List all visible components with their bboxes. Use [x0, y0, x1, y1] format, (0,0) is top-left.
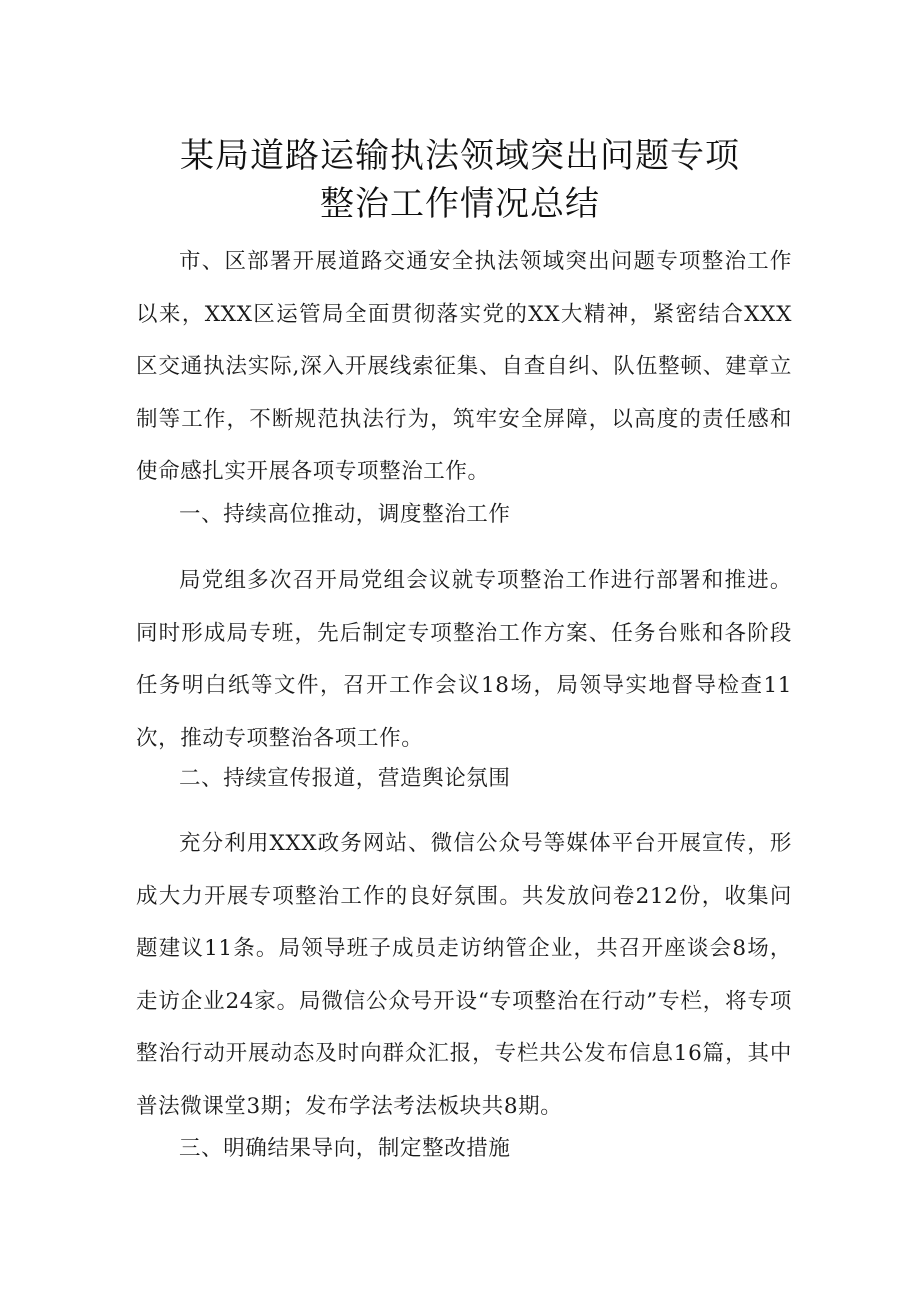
document-title-line-1: 某局道路运输执法领域突出问题专项 [180, 136, 740, 176]
section-1-heading: 一、持续高位推动，调度整治工作 [179, 502, 511, 527]
section-2-body: 充分利用XXX政务网站、微信公众号等媒体平台开展宣传，形成大力开展专项整治工作的良好氛围。共发放问卷212份，收集问题建议11条。局领导班子成员走访纳管企业，共召开座谈会8场，走访企业24家。局微信公众号开设“专项整治在行动”专栏，将专项整治行动开展动态及时向群众汇报，专栏共公发布信息16篇，其中普法微课堂3期；发布学法考法板块共8期。 [136, 831, 792, 1119]
document-title-line-2: 整治工作情况总结 [320, 184, 600, 224]
section-3-heading: 三、明确结果导向，制定整改措施 [179, 1136, 511, 1161]
intro-paragraph: 市、区部署开展道路交通安全执法领域突出问题专项整治工作以来，XXX区运管局全面贯彻落实党的XX大精神，紧密结合XXX区交通执法实际,深入开展线索征集、自查自纠、队伍整顿、建章立制等工作，不断规范执法行为，筑牢安全屏障，以高度的责任感和使命感扎实开展各项专项整治工作。 [136, 249, 792, 484]
section-1-body: 局党组多次召开局党组会议就专项整治工作进行部署和推进。同时形成局专班，先后制定专项整治工作方案、任务台账和各阶段任务明白纸等文件，召开工作会议18场，局领导实地督导检查11次，推动专项整治各项工作。 [136, 568, 792, 751]
section-2-heading: 二、持续宣传报道，营造舆论氛围 [179, 766, 511, 791]
